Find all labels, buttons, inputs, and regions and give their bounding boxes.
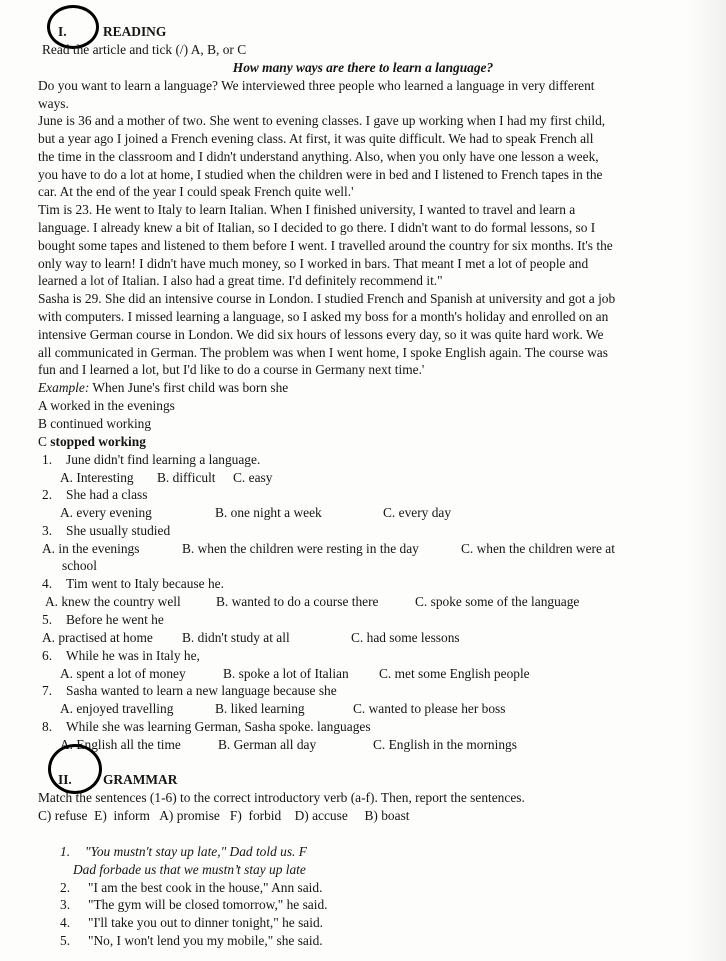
article-line: Do you want to learn a language? We interviewed three people who learned a language in very different	[38, 78, 595, 93]
option-b[interactable]: B. didn't study at all	[182, 630, 290, 645]
verb-list: C) refuse E) inform A) promise F) forbid D) accuse B) boast	[38, 808, 410, 823]
article-line: Tim is 23. He went to Italy to learn Italian. When I finished university, I wanted to travel and learn a	[38, 202, 576, 217]
grammar-item-number: 3.	[60, 897, 71, 912]
option-c[interactable]: C. wanted to please her boss	[353, 701, 506, 716]
article-line: with computers. I missed learning a language, so I asked my boss for a month's holiday and enrolled on an	[38, 309, 609, 324]
question-text: While he was in Italy he,	[66, 648, 200, 663]
question-text: While she was learning German, Sasha spoke. languages	[66, 719, 371, 734]
example-question	[38, 380, 288, 396]
grammar-item-number: 4.	[60, 915, 71, 930]
article-line: language. I already knew a bit of Italian, so I decided to go there. I didn't want to do formal lessons, so I	[38, 220, 596, 235]
article-line: the time in the classroom and I didn't understand anything. Also, when you only have one lesson a week,	[38, 149, 599, 164]
grammar-item-answer: Dad forbade us that we mustn’t stay up late	[73, 862, 306, 877]
question-text: Tim went to Italy because he.	[66, 576, 224, 591]
option-c-continued: school	[62, 558, 97, 573]
question-number: 7.	[42, 683, 53, 698]
grammar-item-number: 1.	[60, 844, 71, 859]
question-number: 2.	[42, 487, 53, 502]
section-number: II.	[58, 772, 72, 787]
article-line: bought some tapes and listened to them before I went. I travelled around the country for six months. It's the	[38, 238, 613, 253]
article-line: car. At the end of the year I could speak French quite well.'	[38, 184, 354, 199]
question-text: She usually studied	[66, 523, 171, 538]
article-line: ways.	[38, 96, 69, 111]
example-answer: stopped working	[50, 434, 146, 449]
question-number: 1.	[42, 452, 53, 467]
option-b[interactable]: B. spoke a lot of Italian	[223, 666, 349, 681]
question-number: 4.	[42, 576, 53, 591]
section-number: I.	[58, 24, 67, 39]
article-line: Sasha is 29. She did an intensive course in London. I studied French and Spanish at university and got a job	[38, 291, 616, 306]
article-line: June is 36 and a mother of two. She went to evening classes. I gave up working when I had my first child,	[38, 113, 606, 128]
option-b[interactable]: B. when the children were resting in the day	[182, 541, 419, 556]
grammar-item-text: "The gym will be closed tomorrow," he said.	[88, 897, 328, 912]
option-c[interactable]: C. met some English people	[379, 666, 530, 681]
grammar-item-text: "I am the best cook in the house," Ann said.	[88, 880, 323, 895]
instruction: Read the article and tick (/) A, B, or C	[42, 42, 247, 57]
grammar-item-number: 5.	[60, 933, 71, 948]
grammar-item-number: 2.	[60, 880, 71, 895]
option-b[interactable]: B. one night a week	[215, 505, 322, 520]
question-number: 6.	[42, 648, 53, 663]
option-b[interactable]: B. wanted to do a course there	[216, 594, 379, 609]
grammar-item-text: "I'll take you out to dinner tonight," he said.	[88, 915, 323, 930]
question-number: 3.	[42, 523, 53, 538]
example-label: Example:	[38, 380, 90, 395]
option-a[interactable]: A. practised at home	[42, 630, 153, 645]
option-a[interactable]: A. enjoyed travelling	[60, 701, 174, 716]
example-option-b: B continued working	[38, 416, 152, 431]
option-a[interactable]: A. knew the country well	[45, 594, 181, 609]
question-text: June didn't find learning a language.	[66, 452, 261, 467]
article-line: intensive German course in London. We did six hours of lessons every day, so it was quite hard work. We	[38, 327, 604, 342]
article-line: you have to do a lot at home, I studied when the children were in bed and I listened to French tapes in the	[38, 167, 603, 182]
pen-circle-mark	[48, 744, 102, 794]
question-text: Sasha wanted to learn a new language because she	[66, 683, 337, 698]
option-a[interactable]: A. spent a lot of money	[60, 666, 186, 681]
article-line: only way to learn! I didn't have much money, so I worked in bars. That meant I met a lot of people and	[38, 256, 589, 271]
section-heading: GRAMMAR	[103, 772, 178, 787]
option-c[interactable]: C. English in the mornings	[373, 737, 517, 752]
option-c[interactable]: C. every day	[383, 505, 452, 520]
option-c[interactable]: C. easy	[233, 470, 273, 485]
section-heading: READING	[103, 24, 167, 39]
option-b[interactable]: B. liked learning	[215, 701, 305, 716]
question-text: She had a class	[66, 487, 148, 502]
option-a[interactable]: A. English all the time	[60, 737, 181, 752]
article-line: learned a lot of Italian. I also had a great time. I'd definitely recommend it."	[38, 273, 443, 288]
example-option-c: C stopped working	[38, 434, 146, 449]
article-line: but a year ago I joined a French evening class. At first, it was quite difficult. We had to speak French all	[38, 131, 594, 146]
option-b[interactable]: B. difficult	[157, 470, 216, 485]
option-b[interactable]: B. German all day	[218, 737, 317, 752]
article-line: fun and I learned a lot, but I'd like to do a course in Germany next time.'	[38, 362, 425, 377]
option-a[interactable]: A. Interesting	[60, 470, 134, 485]
page-edge-shadow	[686, 0, 726, 961]
grammar-item-text: "You mustn't stay up late," Dad told us. F	[85, 844, 307, 859]
question-text: Before he went he	[66, 612, 164, 627]
article-line: all communicated in German. The problem was when I went home, I spoke English again. The course was	[38, 345, 608, 360]
article-title: How many ways are there to learn a language?	[232, 60, 494, 75]
option-a[interactable]: A. every evening	[60, 505, 152, 520]
grammar-instruction: Match the sentences (1-6) to the correct introductory verb (a-f). Then, report the sentences.	[38, 790, 525, 805]
option-c[interactable]: C. spoke some of the language	[415, 594, 580, 609]
question-number: 5.	[42, 612, 53, 627]
example-text: When June's first child was born she	[92, 380, 289, 395]
grammar-item-text: "No, I won't lend you my mobile," she said.	[88, 933, 323, 948]
question-number: 8.	[42, 719, 53, 734]
option-a[interactable]: A. in the evenings	[42, 541, 140, 556]
option-c[interactable]: C. had some lessons	[351, 630, 460, 645]
example-option-a: A worked in the evenings	[38, 398, 175, 413]
option-c[interactable]: C. when the children were at	[461, 541, 615, 556]
